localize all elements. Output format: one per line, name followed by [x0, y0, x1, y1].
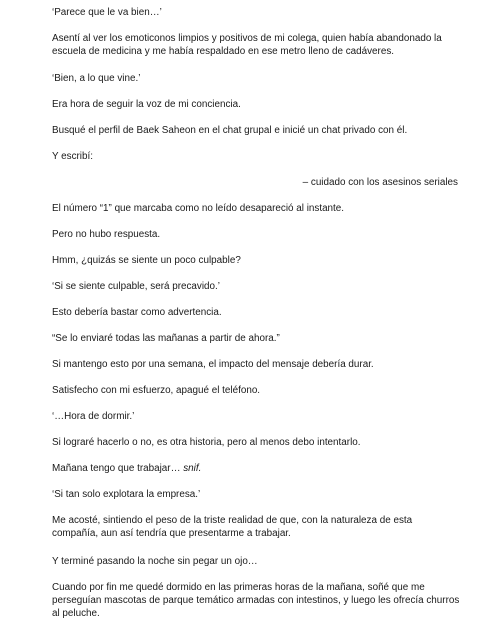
paragraph: Me acosté, sintiendo el peso de la triste realidad de que, con la naturaleza de esta compañía, aun así tendría que presentarme a trabajar.: [52, 515, 413, 539]
paragraph-italic-text: snif.: [183, 463, 202, 474]
paragraph: Satisfecho con mi esfuerzo, apagué el teléfono.: [52, 385, 261, 396]
paragraph-text: Mañana tengo que trabajar…: [52, 463, 181, 474]
message-quote: – cuidado con los asesinos seriales: [302, 177, 458, 188]
paragraph: Si mantengo esto por una semana, el impacto del mensaje debería durar.: [52, 359, 374, 370]
paragraph: Esto debería bastar como advertencia.: [52, 307, 222, 318]
paragraph: Cuando por fin me quedé dormido en las primeras horas de la mañana, soñé que me perseguían mascotas de parque temático armadas con intestinos, y luego les ofrecía churros al peluche.: [52, 582, 460, 619]
paragraph: ‘…Hora de dormir.’: [52, 411, 135, 422]
paragraph: Si lograré hacerlo o no, es otra historia, pero al menos debo intentarlo.: [52, 437, 361, 448]
paragraph: [52, 462, 472, 475]
paragraph: Hmm, ¿quizás se siente un poco culpable?: [52, 255, 241, 266]
paragraph: El número “1” que marcaba como no leído desapareció al instante.: [52, 203, 345, 214]
paragraph: “Se lo enviaré todas las mañanas a partir de ahora.”: [52, 333, 280, 344]
paragraph: ‘Parece que le va bien…’: [52, 7, 162, 18]
paragraph: Era hora de seguir la voz de mi conciencia.: [52, 99, 241, 110]
paragraph: Busqué el perfil de Baek Saheon en el chat grupal e inicié un chat privado con él.: [52, 125, 408, 136]
paragraph: Pero no hubo respuesta.: [52, 229, 161, 240]
paragraph: Y escribí:: [52, 151, 93, 162]
paragraph: Y terminé pasando la noche sin pegar un ojo…: [52, 556, 258, 567]
paragraph: ‘Si se siente culpable, será precavido.’: [52, 281, 220, 292]
paragraph: ‘Bien, a lo que vine.’: [52, 73, 141, 84]
paragraph: ‘Si tan solo explotara la empresa.’: [52, 489, 201, 500]
paragraph: Asentí al ver los emoticonos limpios y positivos de mi colega, quien había abandonado la escuela de medicina y me había respaldado en ese metro lleno de cadáveres.: [52, 33, 442, 57]
